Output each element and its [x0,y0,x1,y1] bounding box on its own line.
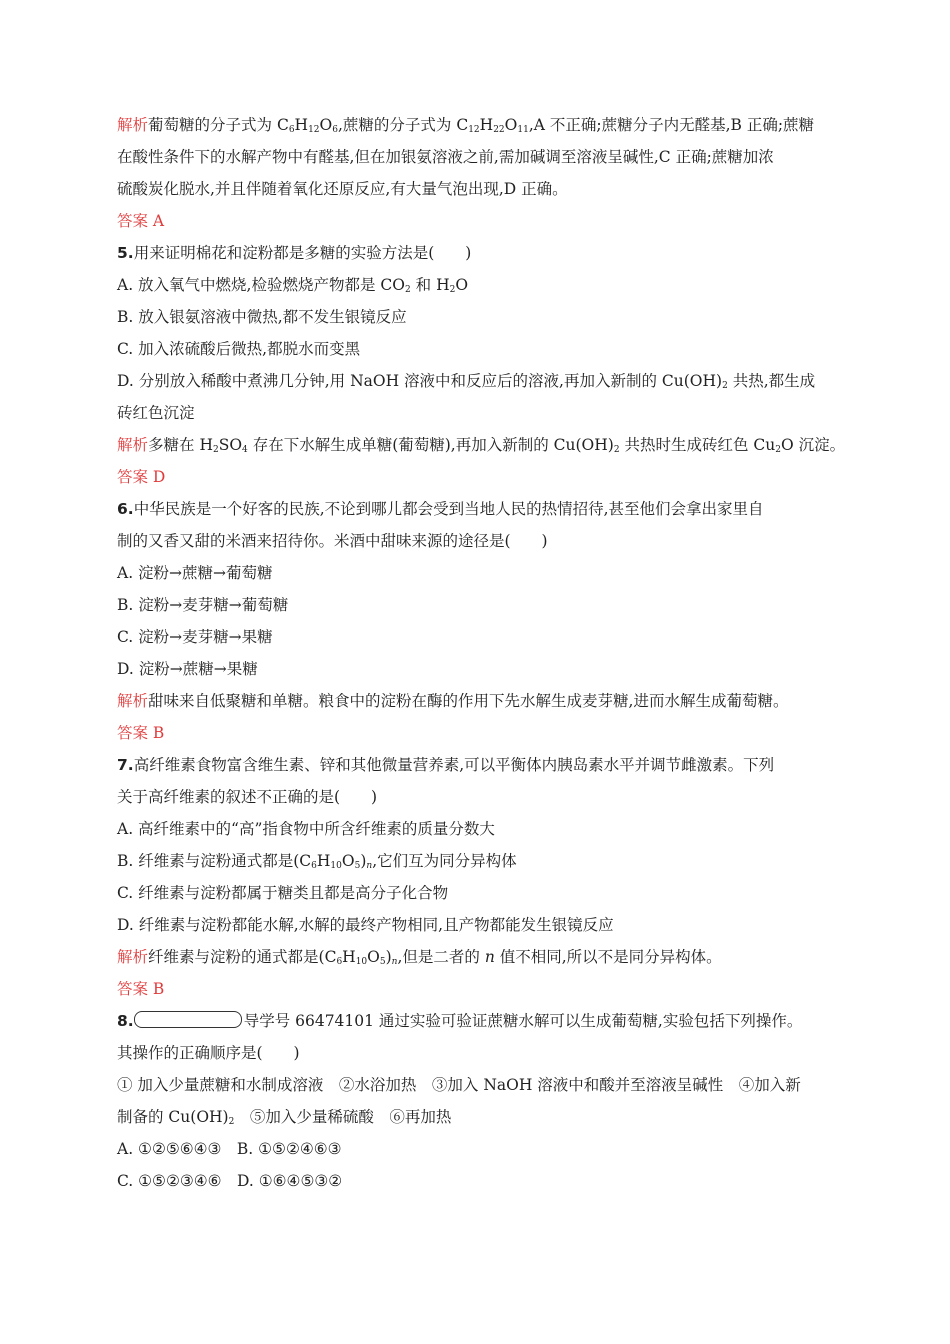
q7-option-b: B. 纤维素与淀粉通式都是$(C_6H_{10}O_5)_n$,它们互为同分异构体 [117,852,517,871]
analysis-label: 解析 [117,436,149,454]
q7-answer: 答案 B [117,980,165,998]
q6-option-d: D. 淀粉→蔗糖→果糖 [117,660,258,678]
q8-stem-line-2: 其操作的正确顺序是( ) [117,1044,300,1062]
q5-option-c: C. 加入浓硫酸后微热,都脱水而变黑 [117,340,361,358]
analysis-label: 解析 [117,116,149,134]
q6-stem-line-2: 制的又香又甜的米酒来招待你。米酒中甜味来源的途径是( ) [117,532,548,550]
question-number: 7. [117,756,134,774]
q5-option-b: B. 放入银氨溶液中微热,都不发生银镜反应 [117,308,407,326]
q4-analysis-line-1: 解析葡萄糖的分子式为 $C_6H_{12}O_6$,蔗糖的分子式为 $C_{12}H_{22}O_{11},A$ 不正确;蔗糖分子内无醛基,B 正确;蔗糖 [117,116,815,135]
q7-option-d: D. 纤维素与淀粉都能水解,水解的最终产物相同,且产物都能发生银镜反应 [117,916,614,934]
q5-option-a: A. 放入氧气中燃烧,检验燃烧产物都是 $CO_2$ 和 $H_2O$ [117,276,469,295]
q7-option-c: C. 纤维素与淀粉都属于糖类且都是高分子化合物 [117,884,449,902]
q6-stem-line-1: 6.中华民族是一个好客的民族,不论到哪儿都会受到当地人民的热情招待,甚至他们会拿出家里自 [117,500,764,518]
analysis-label: 解析 [117,692,149,710]
guide-badge-shape [134,1011,242,1028]
q8-stem-line-1: 8. 导学号 66474101 通过实验可验证蔗糖水解可以生成葡萄糖,实验包括下列操作。 [117,1012,803,1030]
question-number: 8. [117,1012,134,1030]
q6-analysis: 解析甜味来自低聚糖和单糖。粮食中的淀粉在酶的作用下先水解生成麦芽糖,进而水解生成葡萄糖。 [117,692,789,710]
q7-stem-line-1: 7.高纤维素食物富含维生素、锌和其他微量营养素,可以平衡体内胰岛素水平并调节雌激素。下列 [117,756,775,774]
q8-operations-line-2: 制备的 $Cu(OH)_2$ ⑤加入少量稀硫酸 ⑥再加热 [117,1108,452,1127]
question-number: 5. [117,244,134,262]
q5-answer: 答案 D [117,468,166,486]
q5-option-d-cont: 砖红色沉淀 [117,404,195,422]
q7-analysis: 解析纤维素与淀粉的通式都是$(C_6H_{10}O_5)_n$,但是二者的 n 值不相同,所以不是同分异构体。 [117,948,722,967]
q8-operations-line-1: ① 加入少量蔗糖和水制成溶液 ②水浴加热 ③加入 NaOH 溶液中和酸并至溶液呈碱性 ④加入新 [117,1076,801,1094]
q7-stem-line-2: 关于高纤维素的叙述不正确的是( ) [117,788,378,806]
q4-analysis-line-2: 在酸性条件下的水解产物中有醛基,但在加银氨溶液之前,需加碱调至溶液呈碱性,C 正确;蔗糖加浓 [117,148,774,166]
question-number: 6. [117,500,134,518]
q4-analysis-line-3: 硫酸炭化脱水,并且伴随着氧化还原反应,有大量气泡出现,D 正确。 [117,180,568,198]
q6-option-b: B. 淀粉→麦芽糖→葡萄糖 [117,596,289,614]
q6-option-c: C. 淀粉→麦芽糖→果糖 [117,628,273,646]
q6-answer: 答案 B [117,724,165,742]
q5-analysis: 解析多糖在 $H_2SO_4$ 存在下水解生成单糖(葡萄糖),再加入新制的 $Cu(OH)_2$ 共热时生成砖红色 $Cu_2O$ 沉淀。 [117,436,846,455]
q5-stem: 5.用来证明棉花和淀粉都是多糖的实验方法是( ) [117,244,472,262]
q8-options-cd: C. ①⑤②③④⑥ D. ①⑥④⑤③② [117,1172,343,1190]
q4-answer: 答案 A [117,212,165,230]
q6-option-a: A. 淀粉→蔗糖→葡萄糖 [117,564,273,582]
q5-option-d: D. 分别放入稀酸中煮沸几分钟,用 NaOH 溶液中和反应后的溶液,再加入新制的 $Cu(OH)_2$ 共热,都生成 [117,372,816,391]
analysis-label: 解析 [117,948,149,966]
q7-option-a: A. 高纤维素中的“高”指食物中所含纤维素的质量分数大 [117,820,495,838]
q8-options-ab: A. ①②⑤⑥④③ B. ①⑤②④⑥③ [117,1140,342,1158]
